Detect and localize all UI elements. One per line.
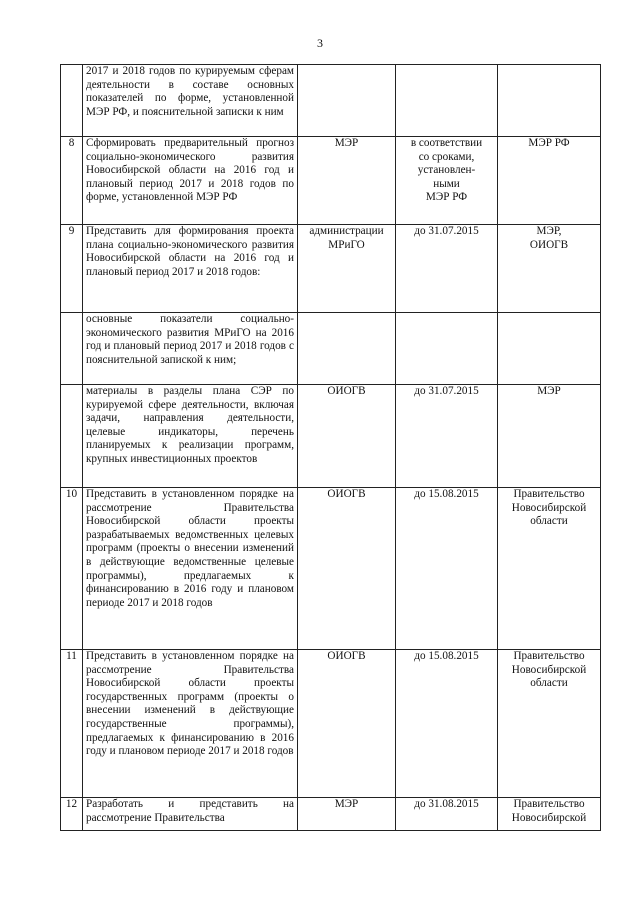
activity-text: Представить в установленном порядке на рассмотрение Правительства Новосибирской области проекты государственных программ (проекты о внесении изменений в действующие государственные программы), предлагаемых к финансированию в 2016 году и плановом периоде 2017 и 2018 годов [83,650,298,798]
co-executors [498,65,601,137]
deadline [396,313,498,385]
table-row [61,137,601,225]
table-row [61,798,601,831]
table-row [61,65,601,137]
activity-text: Разработать и представить на рассмотрение Правительства [83,798,298,831]
co-executors: Правительство Новосибирской области [498,650,601,798]
responsible-executor: МЭР [298,137,396,225]
table-row [61,650,601,798]
row-number [61,385,83,488]
responsible-executor: ОИОГВ [298,385,396,488]
deadline: до 15.08.2015 [396,650,498,798]
co-executors: МЭР, ОИОГВ [498,225,601,313]
row-number: 12 [61,798,83,831]
page-number: 3 [317,36,323,50]
co-executors: МЭР РФ [498,137,601,225]
co-executors: МЭР [498,385,601,488]
activity-text: материалы в разделы плана СЭР по курируемой сфере деятельности, включая задачи, направления деятельности, целевые индикаторы, перечень планируемых к реализации программ, крупных инвестиционных проектов [83,385,298,488]
responsible-executor: ОИОГВ [298,488,396,650]
activity-text: Сформировать предварительный прогноз социально-экономического развития Новосибирской области на 2016 год и плановый период 2017 и 2018 годов по форме, установленной МЭР РФ [83,137,298,225]
table-row [61,225,601,313]
activity-text: Представить в установленном порядке на рассмотрение Правительства Новосибирской области проекты разрабатываемых ведомственных целевых программ (проекты о внесении изменений в действующие ведомственные целевые программы), предлагаемых к финансированию в 2016 году и плановом периоде 2017 и 2018 годов [83,488,298,650]
row-number: 8 [61,137,83,225]
deadline: в соответствии со сроками, установлен- ными МЭР РФ [396,137,498,225]
responsible-executor [298,313,396,385]
deadline: до 31.07.2015 [396,225,498,313]
responsible-executor: ОИОГВ [298,650,396,798]
table-row [61,313,601,385]
deadline: до 15.08.2015 [396,488,498,650]
co-executors: Правительство Новосибирской области [498,488,601,650]
table-row [61,488,601,650]
row-number: 11 [61,650,83,798]
activity-text: основные показатели социально-экономического развития МРиГО на 2016 год и плановый период 2017 и 2018 годов с пояснительной запиской к ним; [83,313,298,385]
activity-text: Представить для формирования проекта плана социально-экономического развития Новосибирской области на 2016 год и плановый период 2017 и 2018 годов: [83,225,298,313]
responsible-executor [298,65,396,137]
responsible-executor: администрации МРиГО [298,225,396,313]
action-plan-table [60,64,601,831]
activity-text: 2017 и 2018 годов по курируемым сферам деятельности в составе основных показателей по форме, установленной МЭР РФ, и пояснительной записки к ним [83,65,298,137]
table-row [61,385,601,488]
row-number: 9 [61,225,83,313]
co-executors: Правительство Новосибирской [498,798,601,831]
co-executors [498,313,601,385]
row-number [61,313,83,385]
deadline: до 31.08.2015 [396,798,498,831]
deadline [396,65,498,137]
row-number: 10 [61,488,83,650]
responsible-executor: МЭР [298,798,396,831]
row-number [61,65,83,137]
deadline: до 31.07.2015 [396,385,498,488]
